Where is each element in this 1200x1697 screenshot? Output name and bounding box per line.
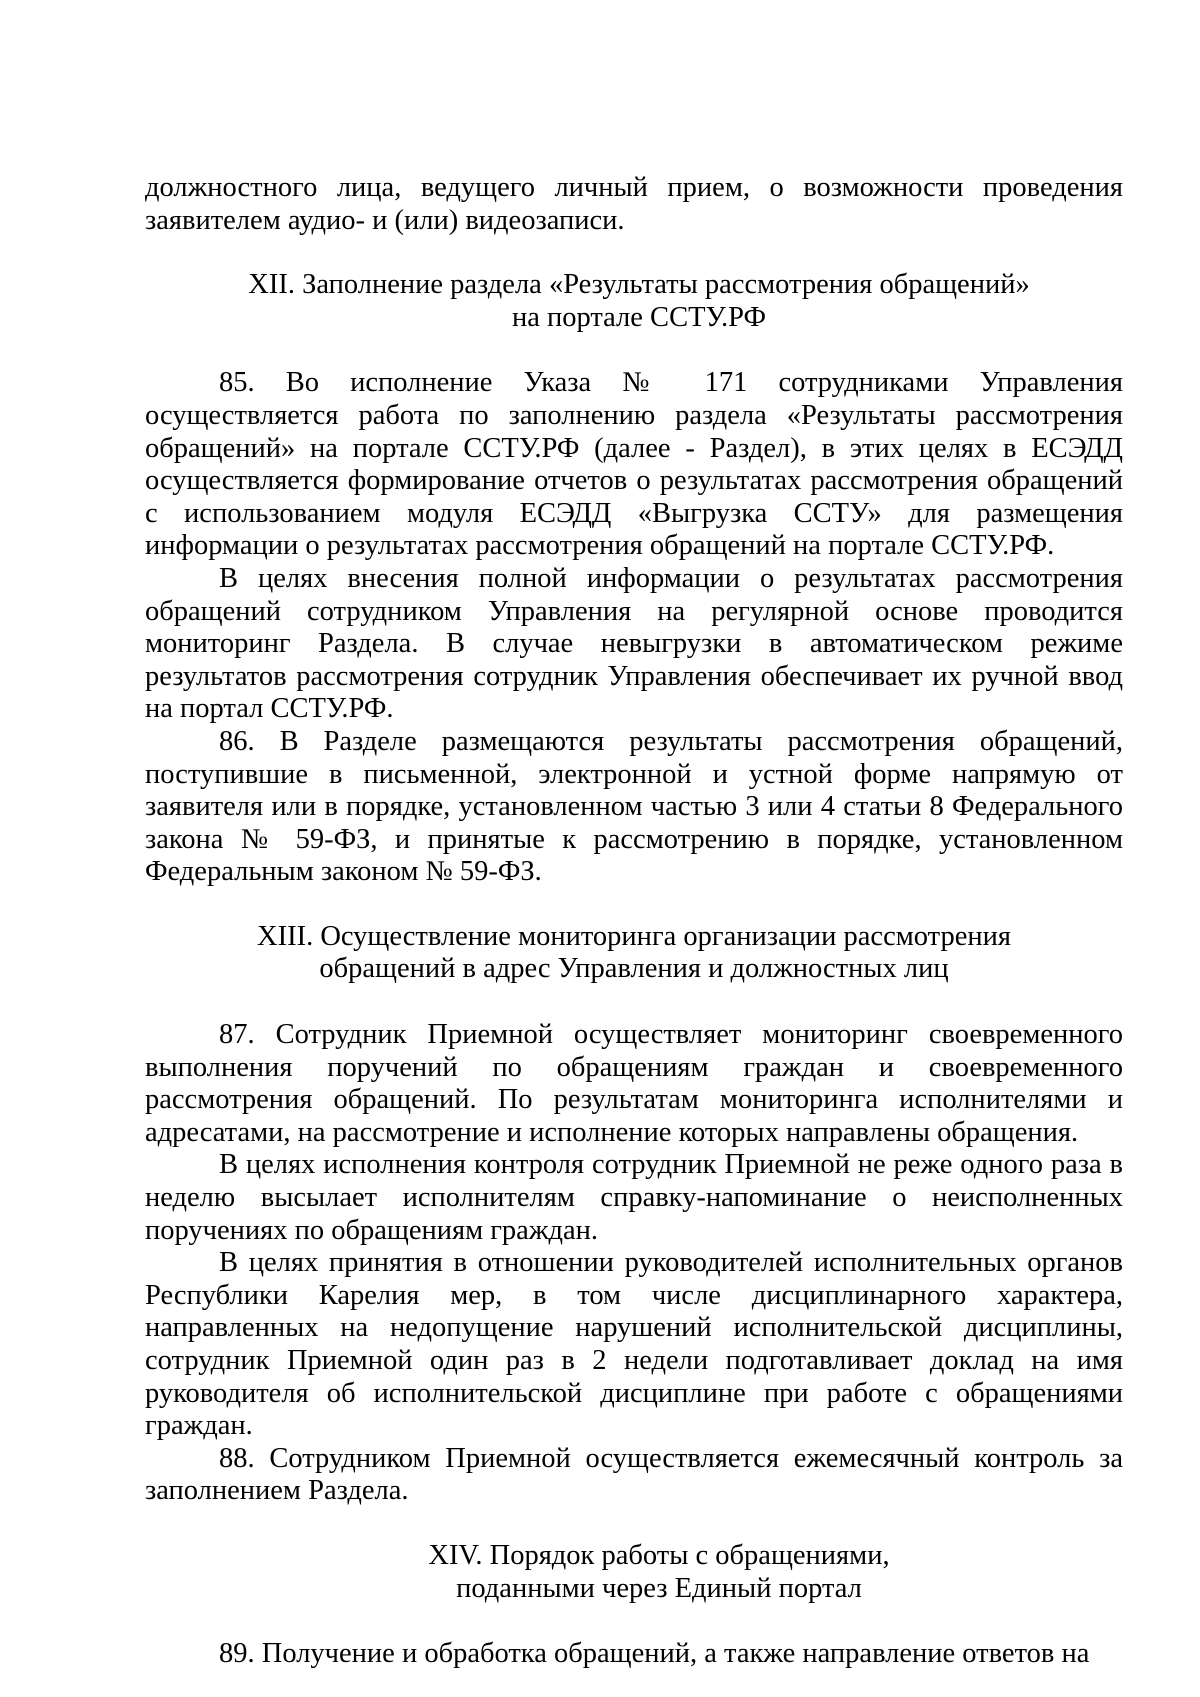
document-page — [145, 172, 1123, 1671]
section-xiii-title-line-2: обращений в адрес Управления и должностных лиц — [319, 953, 949, 985]
paragraph-89: 89. Получение и обработка обращений, а также направление ответов на — [219, 1638, 1090, 1670]
section-xiv-title-line-1: XIV. Порядок работы с обращениями, — [428, 1539, 890, 1571]
intro-line-2: заявителем аудио- и (или) видеозаписи. — [145, 204, 625, 236]
section-xii-title-line-1: XII. Заполнение раздела «Результаты рассмотрения обращений» — [248, 269, 1030, 301]
section-xiii-title-line-1: XIII. Осуществление мониторинга организации рассмотрения — [257, 920, 1011, 952]
paragraph-87: 87. Сотрудник Приемной осуществляет мониторинг своевременного выполнения поручений по обращениям граждан и своевременного рассмотрения обращений. По результатам мониторинга исполнителями и адресатами, на рассмотрение и исполнение которых направлены обращения. — [145, 1019, 1123, 1148]
paragraph-88: 88. Сотрудником Приемной осуществляется ежемесячный контроль за заполнением Раздела. — [145, 1442, 1123, 1507]
intro-paragraph — [145, 172, 1123, 237]
section-xii-heading — [155, 269, 1123, 334]
section-xii-title-line-2: на портале ССТУ.РФ — [511, 301, 767, 333]
section-xiv-title-line-2: поданными через Единый портал — [456, 1572, 862, 1604]
section-xiv-heading — [195, 1540, 1123, 1605]
paragraph-85: 85. Во исполнение Указа № 171 сотрудниками Управления осуществляется работа по заполнению раздела «Результаты рассмотрения обращений» на портале ССТУ.РФ (далее - Раздел), в этих целях в ЕСЭДД осуществляется формирование отчетов о результатах рассмотрения обращений с использованием модуля ЕСЭДД «Выгрузка ССТУ» для размещения информации о результатах рассмотрения обращений на портале ССТУ.РФ. — [145, 367, 1123, 562]
paragraph-85-continued: В целях внесения полной информации о результатах рассмотрения обращений сотрудником Управления на регулярной основе проводится мониторинг Раздела. В случае невыгрузки в автоматическом режиме результатов рассмотрения сотрудник Управления обеспечивает их ручной ввод на портал ССТУ.РФ. — [145, 562, 1123, 725]
paragraph-87-discipline: В целях принятия в отношении руководителей исполнительных органов Республики Карелия мер, в том числе дисциплинарного характера, направленных на недопущение нарушений исполнительской дисциплины, сотрудник Приемной один раз в 2 недели подготавливает доклад на имя руководителя об исполнительской дисциплине при работе с обращениями граждан. — [145, 1247, 1123, 1442]
paragraph-87-control: В целях исполнения контроля сотрудник Приемной не реже одного раза в неделю высылает исполнителям справку-напоминание о неисполненных поручениях по обращениям граждан. — [145, 1149, 1123, 1246]
section-xiii-heading — [145, 921, 1123, 986]
paragraph-86: 86. В Разделе размещаются результаты рассмотрения обращений, поступившие в письменной, электронной и устной форме напрямую от заявителя или в порядке, установленном частью 3 или 4 статьи 8 Федерального закона № 59-ФЗ, и принятые к рассмотрению в порядке, установленном Федеральным законом № 59-ФЗ. — [145, 725, 1123, 888]
intro-line-1: должностного лица, ведущего личный прием, о возможности проведения — [145, 172, 1123, 203]
